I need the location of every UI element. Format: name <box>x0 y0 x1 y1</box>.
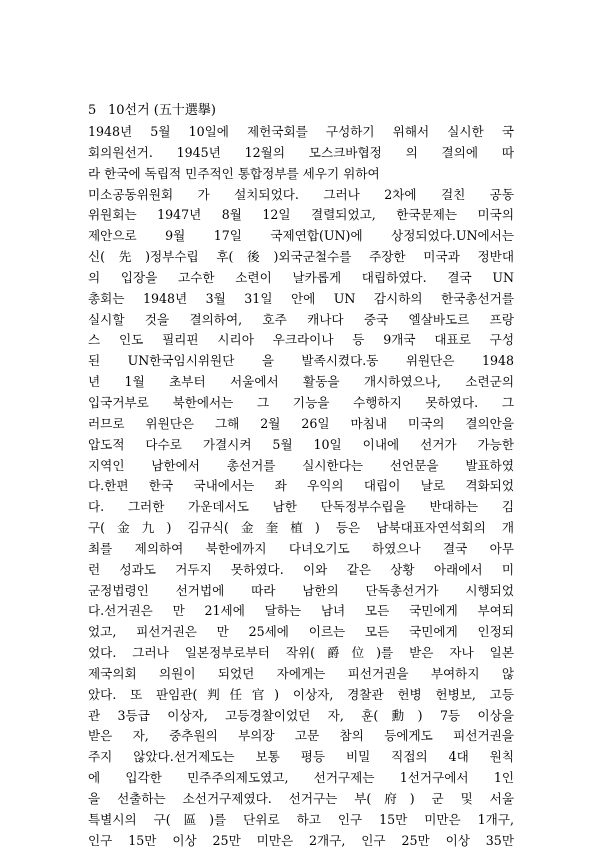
text-line: 된 UN한국임시위원단 을 발족시켰다.동 위원단은 1948 <box>88 353 514 369</box>
text-line: 최를 제의하여 북한에까지 다녀오기도 하였으나 결국 아무 <box>88 540 514 556</box>
text-line: 받은 자, 중추원의 부의장 고문 참의 등에게도 피선거권을 <box>88 728 514 744</box>
text-line: 주지 않았다.선거제도는 보통 평등 비밀 직접의 4대 원칙 <box>88 749 514 765</box>
text-line: 압도적 다수로 가결시켜 5월 10일 이내에 선거가 가능한 <box>88 436 514 452</box>
text-line: 총회는 1948년 3월 31일 안에 UN 감시하의 한국총선거를 <box>88 290 514 306</box>
text-line: 회의원선거. 1945년 12월의 모스크바협정 의 결의에 따 <box>88 144 514 160</box>
text-line: 실시할 것을 결의하여, 호주 캐나다 중국 엘살바도르 프랑 <box>88 311 514 327</box>
text-line: 았다. 또 판임관(判任官) 이상자, 경찰관 헌병 헌병보, 고등 <box>88 686 514 702</box>
text-line: 구(金九) 김규식(金奎植) 등은 남북대표자연석회의 개 <box>88 520 514 536</box>
text-line: 위원회는 1947년 8월 12일 결렬되었고, 한국문제는 미국의 <box>88 207 514 223</box>
body-text <box>88 122 514 852</box>
text-line: 런 성과도 거두지 못하였다. 이와 같은 상황 아래에서 미 <box>88 561 514 577</box>
text-line: 지역인 남한에서 총선거를 실시한다는 선언문을 발표하였 <box>88 457 514 473</box>
section-number: 5 <box>88 103 97 118</box>
text-line: 라 한국에 독립적 민주적인 통합정부를 세우기 위하여 <box>88 165 380 181</box>
text-line: 인구 15만 이상 25만 미만은 2개구, 인구 25만 이상 35만 <box>88 832 514 848</box>
text-line: 의 입장을 고수한 소련이 날카롭게 대립하였다. 결국 UN <box>88 269 514 285</box>
text-line: 신(先)정부수립 후(後)외국군철수를 주장한 미국과 정반대 <box>88 249 514 265</box>
text-line: 특별시의 구(區)를 단위로 하고 인구 15만 미만은 1개구, <box>88 811 514 827</box>
section-heading <box>88 103 216 119</box>
section-title: 10선거 (五十選擧) <box>108 103 216 118</box>
text-line: 제안으로 9월 17일 국제연합(UN)에 상정되었다.UN에서는 <box>88 228 514 244</box>
text-line: 을 선출하는 소선거구제였다. 선거구는 부(府) 군 및 서울 <box>88 791 514 806</box>
text-line: 러므로 위원단은 그해 2월 26일 마침내 미국의 결의안을 <box>88 415 514 431</box>
text-line: 관 3등급 이상자, 고등경찰이었던 자, 훈(勳) 7등 이상을 <box>88 707 514 723</box>
text-line: 년 1월 초부터 서울에서 활동을 개시하였으나, 소련군의 <box>88 374 514 390</box>
text-line: 다.한편 한국 국내에서는 좌 우익의 대립이 날로 격화되었 <box>88 478 514 494</box>
text-line: 입국거부로 북한에서는 그 기능을 수행하지 못하였다. 그 <box>88 394 514 410</box>
text-line: 었고, 피선거권은 만 25세에 이르는 모든 국민에게 인정되 <box>88 624 514 640</box>
text-line: 다.선거권은 만 21세에 달하는 남녀 모든 국민에게 부여되 <box>88 603 514 619</box>
text-line: 스 인도 필리핀 시리아 우크라이나 등 9개국 대표로 구성 <box>88 332 514 348</box>
text-line: 미소공동위원회 가 설치되었다. 그러나 2차에 걸친 공동 <box>88 186 514 202</box>
text-line: 에 입각한 민주주의제도였고, 선거구제는 1선거구에서 1인 <box>88 770 514 786</box>
text-line: 다. 그러한 가운데서도 남한 단독정부수립을 반대하는 김 <box>88 499 514 515</box>
text-line: 군정법령인 선거법에 따라 남한의 단독총선거가 시행되었 <box>88 582 514 598</box>
text-line: 었다. 그러나 일본정부로부터 작위(爵位)를 받은 자나 일본 <box>88 645 514 661</box>
text-line: 1948년 5월 10일에 제헌국회를 구성하기 위해서 실시한 국 <box>88 124 514 139</box>
text-line: 제국의회 의원이 되었던 자에게는 피선거권을 부여하지 않 <box>88 665 514 681</box>
